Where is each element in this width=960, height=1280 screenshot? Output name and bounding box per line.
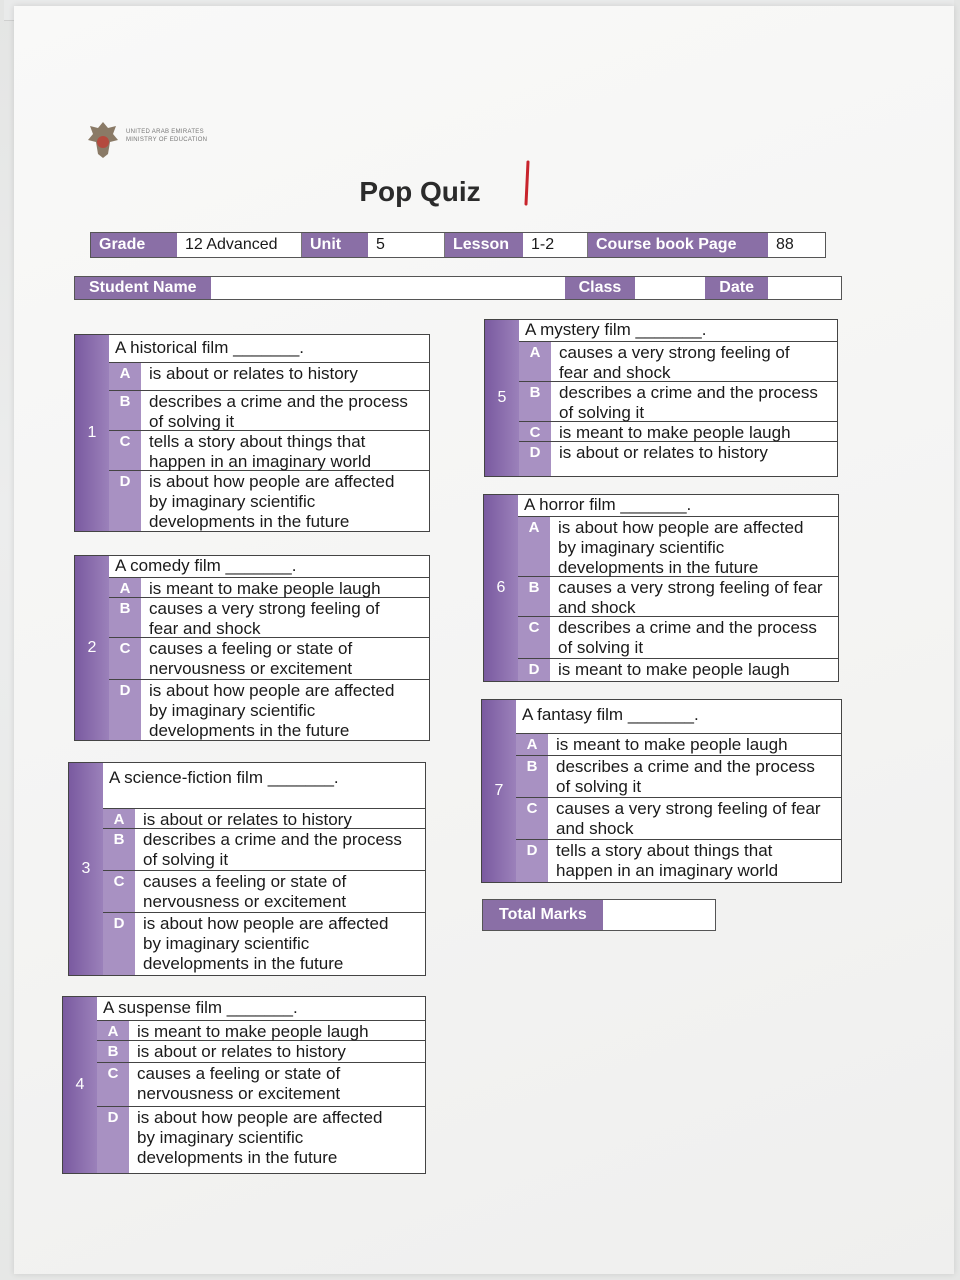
total-marks-box <box>482 899 716 931</box>
option-letter: A <box>103 809 135 828</box>
option-text: tells a story about things that happen in an imaginary world <box>556 841 779 880</box>
option-letter: B <box>109 598 141 637</box>
question-stem: A comedy film _______. <box>109 556 429 578</box>
option-letter: C <box>109 431 141 470</box>
option-letter: C <box>519 422 551 441</box>
page-label: Course book Page <box>588 233 768 257</box>
option-text: causes a feeling or state of nervousness or excitement <box>149 639 353 678</box>
option-letter: D <box>518 659 550 681</box>
option-d[interactable] <box>519 442 837 476</box>
option-c[interactable] <box>97 1063 425 1107</box>
option-b[interactable] <box>519 382 837 422</box>
ministry-line-2: MINISTRY OF EDUCATION <box>126 137 208 143</box>
class-field[interactable] <box>635 277 705 299</box>
option-letter: A <box>519 342 551 381</box>
option-letter: B <box>516 756 548 797</box>
option-text: is about or relates to history <box>137 1042 346 1061</box>
option-b[interactable] <box>516 756 841 798</box>
option-text: is meant to make people laugh <box>137 1022 369 1041</box>
option-text: describes a crime and the process of solving it <box>559 383 818 422</box>
question-number: 5 <box>485 320 519 476</box>
option-text: is about how people are affected by imaginary scientific developments in the future <box>149 472 395 531</box>
info-bar <box>90 232 826 258</box>
option-text: describes a crime and the process of solving it <box>558 618 817 657</box>
option-letter: C <box>518 617 550 658</box>
red-pen-mark-icon <box>520 160 532 206</box>
option-letter: D <box>519 442 551 476</box>
grade-label: Grade <box>91 233 177 257</box>
option-text: causes a feeling or state of nervousness or excitement <box>143 872 347 911</box>
option-text: causes a very strong feeling of fear and shock <box>556 799 821 838</box>
question-block-5 <box>484 319 838 477</box>
option-letter: D <box>109 471 141 531</box>
emblem-icon <box>86 120 120 160</box>
option-text: is about how people are affected by imaginary scientific developments in the future <box>137 1108 383 1167</box>
option-text: is meant to make people laugh <box>149 579 381 598</box>
option-d[interactable] <box>518 659 838 681</box>
option-c[interactable] <box>519 422 837 442</box>
date-label: Date <box>705 277 768 299</box>
question-stem: A fantasy film _______. <box>516 700 841 734</box>
date-field[interactable] <box>768 277 841 299</box>
question-number: 4 <box>63 997 97 1173</box>
grade-value: 12 Advanced <box>177 233 302 257</box>
option-text: is about or relates to history <box>143 810 352 829</box>
student-bar <box>74 276 842 300</box>
student-name-label: Student Name <box>75 277 211 299</box>
option-text: is meant to make people laugh <box>556 735 788 754</box>
option-b[interactable] <box>97 1041 425 1063</box>
option-d[interactable] <box>516 840 841 882</box>
question-number: 7 <box>482 700 516 882</box>
option-a[interactable] <box>519 342 837 382</box>
option-letter: D <box>109 680 141 740</box>
option-text: is about how people are affected by imaginary scientific developments in the future <box>558 518 804 577</box>
unit-label: Unit <box>302 233 368 257</box>
question-stem: A mystery film _______. <box>519 320 837 342</box>
option-text: is meant to make people laugh <box>559 423 791 442</box>
option-letter: A <box>518 517 550 576</box>
question-number: 3 <box>69 763 103 975</box>
option-text: tells a story about things that happen in an imaginary world <box>149 432 372 471</box>
option-letter: D <box>103 913 135 975</box>
ministry-line-1: UNITED ARAB EMIRATES <box>126 129 204 135</box>
option-text: causes a feeling or state of nervousness or excitement <box>137 1064 341 1103</box>
option-text: is about or relates to history <box>149 364 358 383</box>
class-label: Class <box>565 277 636 299</box>
option-letter: A <box>109 363 141 390</box>
option-text: causes a very strong feeling of fear and shock <box>149 599 380 638</box>
option-b[interactable] <box>109 391 429 431</box>
question-stem: A horror film _______. <box>518 495 838 517</box>
option-letter: D <box>97 1107 129 1173</box>
question-stem: A science-fiction film _______. <box>103 763 425 809</box>
option-letter: C <box>516 798 548 839</box>
option-text: describes a crime and the process of solving it <box>149 392 408 431</box>
option-d[interactable] <box>109 680 429 740</box>
option-text: is meant to make people laugh <box>558 660 790 679</box>
option-letter: B <box>103 829 135 870</box>
option-letter: B <box>109 391 141 430</box>
question-block-1 <box>74 334 430 532</box>
option-letter: C <box>103 871 135 912</box>
option-c[interactable] <box>103 871 425 913</box>
option-text: describes a crime and the process of solving it <box>556 757 815 796</box>
option-c[interactable] <box>516 798 841 840</box>
option-text: causes a very strong feeling of fear and shock <box>559 343 790 382</box>
question-number: 1 <box>75 335 109 531</box>
option-letter: B <box>97 1041 129 1062</box>
total-marks-label: Total Marks <box>483 900 603 930</box>
option-a[interactable] <box>97 1021 425 1041</box>
option-d[interactable] <box>109 471 429 531</box>
option-letter: C <box>109 638 141 679</box>
lesson-value: 1-2 <box>523 233 588 257</box>
option-text: is about how people are affected by imaginary scientific developments in the future <box>149 681 395 740</box>
option-a[interactable] <box>518 517 838 577</box>
lesson-label: Lesson <box>445 233 523 257</box>
option-text: is about or relates to history <box>559 443 768 462</box>
option-letter: B <box>519 382 551 421</box>
option-a[interactable] <box>103 809 425 829</box>
option-letter: C <box>97 1063 129 1106</box>
option-a[interactable] <box>109 578 429 598</box>
option-c[interactable] <box>518 617 838 659</box>
option-b[interactable] <box>109 598 429 638</box>
ministry-name <box>126 128 207 144</box>
question-number: 6 <box>484 495 518 681</box>
question-block-4 <box>62 996 426 1174</box>
option-b[interactable] <box>518 577 838 617</box>
question-stem: A historical film _______. <box>109 335 429 363</box>
question-block-3 <box>68 762 426 976</box>
option-d[interactable] <box>97 1107 425 1173</box>
option-a[interactable] <box>109 363 429 391</box>
question-number: 2 <box>75 556 109 740</box>
question-block-2 <box>74 555 430 741</box>
option-letter: D <box>516 840 548 882</box>
option-a[interactable] <box>516 734 841 756</box>
question-stem: A suspense film _______. <box>97 997 425 1021</box>
option-text: describes a crime and the process of solving it <box>143 830 402 869</box>
option-c[interactable] <box>109 431 429 471</box>
option-c[interactable] <box>109 638 429 680</box>
page-title: Pop Quiz <box>359 176 481 207</box>
option-letter: A <box>109 578 141 597</box>
unit-value: 5 <box>368 233 445 257</box>
option-text: is about how people are affected by imaginary scientific developments in the future <box>143 914 389 973</box>
question-block-6 <box>483 494 839 682</box>
question-block-7 <box>481 699 842 883</box>
option-b[interactable] <box>103 829 425 871</box>
option-d[interactable] <box>103 913 425 975</box>
option-letter: B <box>518 577 550 616</box>
option-text: causes a very strong feeling of fear and shock <box>558 578 823 617</box>
student-name-field[interactable] <box>211 277 565 299</box>
option-letter: A <box>516 734 548 755</box>
option-letter: A <box>97 1021 129 1040</box>
page-value: 88 <box>776 236 794 253</box>
